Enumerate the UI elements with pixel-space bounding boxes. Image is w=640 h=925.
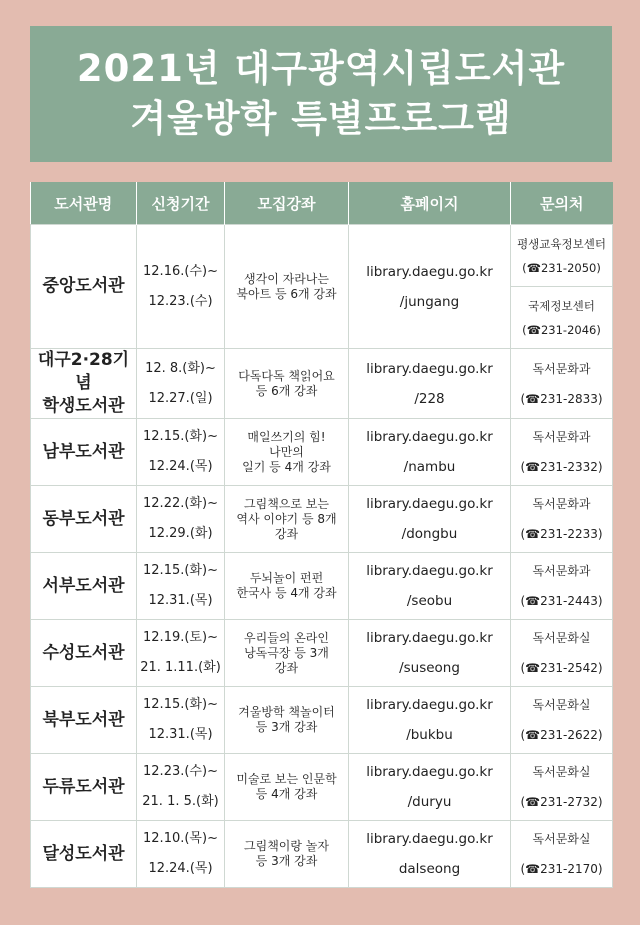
period-date: 12.15.(화)~ [143, 697, 218, 712]
contact-phone: (☎231-2622) [520, 728, 603, 742]
homepage-link-text: dalseong [398, 861, 461, 877]
homepage-cell[interactable] [349, 821, 511, 888]
contact-cell [511, 349, 613, 419]
homepage-link-text: /jungang [399, 293, 460, 310]
header-library-name: 도서관명 [31, 182, 137, 225]
contact-department: 독서문화실 [532, 631, 591, 645]
course-text: 다독다독 책읽어요 [238, 368, 335, 383]
period-date: 12.23.(수)~ [143, 764, 218, 779]
homepage-cell[interactable] [349, 225, 511, 349]
homepage-link-text: library.daegu.go.kr [366, 697, 493, 713]
header-homepage: 홈페이지 [349, 182, 511, 225]
period-date: 12.24.(목) [148, 861, 213, 876]
contact-phone: (☎231-2050) [522, 260, 601, 275]
contact-phone: (☎231-2443) [520, 594, 603, 608]
contact-phone: (☎231-2833) [520, 391, 603, 406]
contact-department: 독서문화과 [532, 361, 591, 376]
course-text: 등 4개 강좌 [255, 787, 318, 801]
period-date: 12.19.(토)~ [143, 630, 218, 645]
course-text: 북아트 등 6개 강좌 [236, 286, 337, 301]
course-text: 생각이 자라나는 [244, 271, 329, 286]
library-name: 대구2·28기념 [37, 350, 130, 393]
course-text: 낭독극장 등 3개 [244, 645, 329, 660]
library-name-cell [31, 349, 137, 419]
homepage-link-text: /nambu [403, 459, 456, 475]
homepage-cell[interactable] [349, 553, 511, 620]
table-row [31, 486, 613, 553]
program-table-container [30, 182, 612, 888]
header-courses: 모집강좌 [225, 182, 349, 225]
table-row [31, 349, 613, 419]
library-name: 두류도서관 [42, 776, 125, 797]
library-name: 학생도서관 [42, 396, 125, 416]
course-text: 우리들의 온라인 [244, 630, 329, 645]
period-date: 12.31.(목) [148, 593, 213, 608]
table-header-row [31, 182, 613, 225]
application-period-cell [137, 225, 225, 349]
course-text: 매일쓰기의 힘! [247, 429, 326, 444]
period-date: 21. 1.11.(화) [140, 660, 221, 675]
application-period-cell [137, 620, 225, 687]
courses-cell [225, 419, 349, 486]
homepage-cell[interactable] [349, 754, 511, 821]
contact-phone: (☎231-2332) [520, 460, 603, 474]
library-name-cell [31, 225, 137, 349]
contact-phone: (☎231-2170) [520, 862, 603, 876]
homepage-link-text: library.daegu.go.kr [366, 429, 493, 445]
library-name-cell [31, 553, 137, 620]
table-row [31, 821, 613, 888]
homepage-link-text: /duryu [407, 794, 452, 810]
course-text: 역사 이야기 등 8개 [236, 511, 337, 526]
contact-cell [511, 486, 613, 553]
table-row [31, 620, 613, 687]
period-date: 12.29.(화) [148, 526, 213, 541]
table-row [31, 225, 613, 287]
course-text: 등 3개 강좌 [255, 720, 318, 734]
contact-department: 국제정보센터 [528, 298, 595, 313]
homepage-cell[interactable] [349, 486, 511, 553]
course-text: 그림책이랑 놀자 [244, 839, 329, 853]
table-row [31, 754, 613, 821]
library-name: 서부도서관 [42, 575, 125, 596]
program-table [30, 182, 613, 888]
library-name-cell [31, 687, 137, 754]
homepage-link-text: /dongbu [401, 526, 458, 542]
homepage-link-text: library.daegu.go.kr [366, 764, 493, 780]
period-date: 12.15.(화)~ [143, 563, 218, 578]
table-row [31, 687, 613, 754]
contact-cell [511, 287, 613, 349]
library-name: 동부도서관 [42, 508, 125, 529]
homepage-link-text: /suseong [399, 660, 460, 676]
course-text: 미술로 보는 인문학 [236, 772, 337, 786]
course-text: 강좌 [274, 660, 299, 675]
courses-cell [225, 349, 349, 419]
homepage-link-text: library.daegu.go.kr [366, 263, 493, 280]
contact-phone: (☎231-2233) [520, 527, 603, 541]
homepage-link-text: library.daegu.go.kr [366, 360, 493, 377]
homepage-link-text: library.daegu.go.kr [366, 496, 493, 512]
contact-department: 평생교육정보센터 [517, 236, 606, 251]
contact-cell [511, 821, 613, 888]
contact-phone: (☎231-2542) [520, 661, 603, 675]
period-date: 12.27.(일) [148, 390, 213, 406]
application-period-cell [137, 754, 225, 821]
library-name: 남부도서관 [42, 441, 125, 462]
homepage-link-text: /seobu [406, 593, 453, 609]
courses-cell [225, 486, 349, 553]
period-date: 12.15.(화)~ [143, 429, 218, 444]
contact-cell [511, 419, 613, 486]
courses-cell [225, 553, 349, 620]
period-date: 21. 1. 5.(화) [142, 794, 219, 809]
library-name: 중앙도서관 [42, 276, 125, 296]
course-text: 한국사 등 4개 강좌 [236, 586, 337, 600]
application-period-cell [137, 419, 225, 486]
application-period-cell [137, 687, 225, 754]
library-name-cell [31, 821, 137, 888]
application-period-cell [137, 821, 225, 888]
contact-department: 독서문화과 [532, 564, 591, 578]
contact-department: 독서문화실 [532, 698, 591, 712]
application-period-cell [137, 349, 225, 419]
course-text: 강좌 [274, 526, 299, 541]
library-name: 수성도서관 [42, 642, 125, 663]
table-row [31, 419, 613, 486]
library-name-cell [31, 419, 137, 486]
homepage-link-text: /228 [414, 390, 445, 407]
contact-cell [511, 225, 613, 287]
course-text: 두뇌놀이 펀펀 [249, 571, 324, 585]
course-text: 등 6개 강좌 [255, 383, 318, 398]
contact-cell [511, 620, 613, 687]
homepage-link-text: /bukbu [406, 727, 453, 743]
homepage-cell[interactable] [349, 687, 511, 754]
header-contact: 문의처 [511, 182, 613, 225]
table-row [31, 553, 613, 620]
header-application-period: 신청기간 [137, 182, 225, 225]
homepage-link-text: library.daegu.go.kr [366, 831, 493, 847]
contact-department: 독서문화과 [532, 497, 591, 511]
title-banner [30, 26, 612, 162]
courses-cell [225, 687, 349, 754]
contact-phone: (☎231-2046) [522, 322, 601, 337]
library-name: 북부도서관 [42, 709, 125, 730]
library-name: 달성도서관 [42, 843, 125, 864]
title-line-1: 2021년 대구광역시립도서관 [76, 47, 566, 90]
title-line-2: 겨울방학 특별프로그램 [130, 97, 512, 140]
period-date: 12.16.(수)~ [143, 263, 218, 279]
contact-cell [511, 687, 613, 754]
period-date: 12. 8.(화)~ [145, 360, 216, 376]
courses-cell [225, 620, 349, 687]
contact-cell [511, 754, 613, 821]
homepage-cell[interactable] [349, 419, 511, 486]
application-period-cell [137, 486, 225, 553]
period-date: 12.24.(목) [148, 459, 213, 474]
contact-cell [511, 553, 613, 620]
contact-department: 독서문화실 [532, 765, 591, 779]
courses-cell [225, 225, 349, 349]
homepage-link-text: library.daegu.go.kr [366, 563, 493, 579]
contact-department: 독서문화실 [532, 832, 591, 846]
table-body [31, 225, 613, 888]
period-date: 12.23.(수) [148, 293, 213, 309]
course-text: 나만의 [269, 444, 304, 459]
contact-department: 독서문화과 [532, 430, 591, 444]
homepage-cell[interactable] [349, 620, 511, 687]
course-text: 등 3개 강좌 [255, 854, 318, 868]
course-text: 겨울방학 책놀이터 [238, 705, 335, 719]
contact-phone: (☎231-2732) [520, 795, 603, 809]
courses-cell [225, 821, 349, 888]
library-name-cell [31, 754, 137, 821]
period-date: 12.31.(목) [148, 727, 213, 742]
homepage-link-text: library.daegu.go.kr [366, 630, 493, 646]
course-text: 그림책으로 보는 [244, 496, 329, 511]
course-text: 일기 등 4개 강좌 [242, 459, 331, 474]
homepage-cell[interactable] [349, 349, 511, 419]
courses-cell [225, 754, 349, 821]
period-date: 12.10.(목)~ [143, 831, 218, 846]
application-period-cell [137, 553, 225, 620]
library-name-cell [31, 620, 137, 687]
period-date: 12.22.(화)~ [143, 496, 218, 511]
library-name-cell [31, 486, 137, 553]
